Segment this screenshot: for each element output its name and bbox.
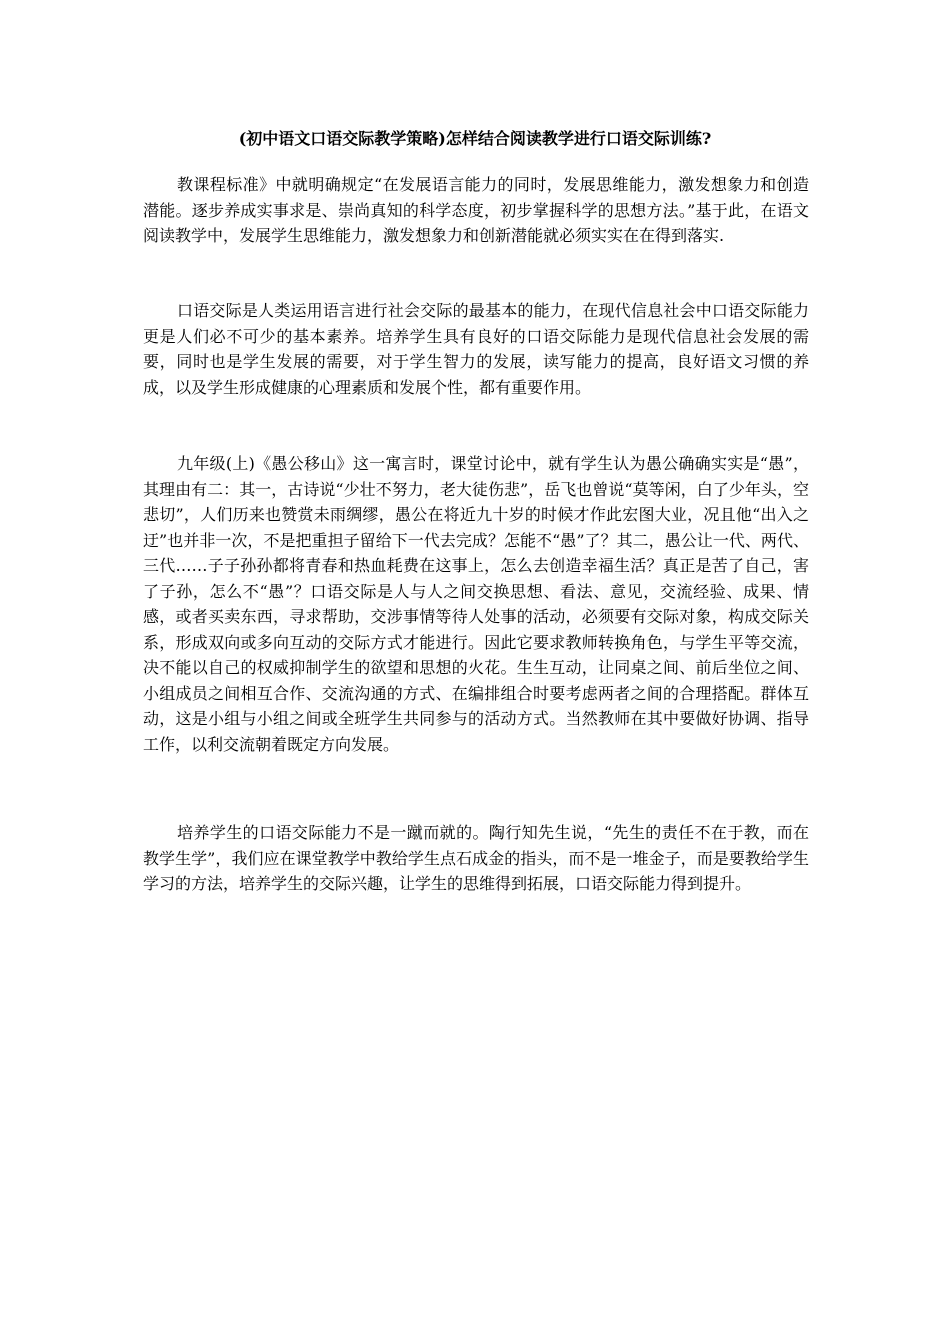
document-title: (初中语文口语交际教学策略)怎样结合阅读教学进行口语交际训练? [238, 129, 712, 148]
paragraph-cultivation: 培养学生的口语交际能力不是一蹴而就的。陶行知先生说，“先生的责任不在于教，而在教学生学”，我们应在课堂教学中教给学生点石成金的指头，而不是一堆金子，而是要教给学生学习的方法，培养学生的交际兴趣，让学生的思维得到拓展，口语交际能力得到提升。 [143, 823, 809, 893]
paragraph-yugong-example: 九年级(上)《愚公移山》这一寓言时，课堂讨论中，就有学生认为愚公确确实实是“愚”，其理由有二：其一，古诗说“少壮不努力，老大徒伤悲”，岳飞也曾说“莫等闲，白了少年头，空悲切”，人们历来也赞赏未雨绸缪，愚公在将近九十岁的时候才作此宏图大业，况且他“出入之迂”也并非一次，不是把重担子留给下一代去完成？怎能不“愚”了？其二，愚公让一代、两代、三代……子子孙孙都将青春和热血耗费在这事上，怎么去创造幸福生活？真正是苦了自己，害了子孙，怎么不“愚”？口语交际是人与人之间交换思想、看法、意见，交流经验、成果、情感，或者买卖东西，寻求帮助，交涉事情等待人处事的活动，必须要有交际对象，构成交际关系，形成双向或多向互动的交际方式才能进行。因此它要求教师转换角色，与学生平等交流，决不能以自己的权威抑制学生的欲望和思想的火花。生生互动，让同桌之间、前后坐位之间、小组成员之间相互合作、交流沟通的方式、在编排组合时要考虑两者之间的合理搭配。群体互动，这是小组与小组之间或全班学生共同参与的活动方式。当然教师在其中要做好协调、指导工作，以利交流朝着既定方向发展。 [143, 454, 809, 754]
paragraph-curriculum-standard: 教课程标准》中就明确规定“在发展语言能力的同时，发展思维能力，激发想象力和创造潜能。逐步养成实事求是、崇尚真知的科学态度，初步掌握科学的思想方法。”基于此，在语文阅读教学中，发展学生思维能力，激发想象力和创新潜能就必须实实在在得到落实. [143, 175, 809, 245]
paragraph-oral-communication: 口语交际是人类运用语言进行社会交际的最基本的能力，在现代信息社会中口语交际能力更是人们必不可少的基本素养。培养学生具有良好的口语交际能力是现代信息社会发展的需要，同时也是学生发展的需要，对于学生智力的发展，读写能力的提高，良好语文习惯的养成，以及学生形成健康的心理素质和发展个性，都有重要作用。 [143, 301, 809, 397]
